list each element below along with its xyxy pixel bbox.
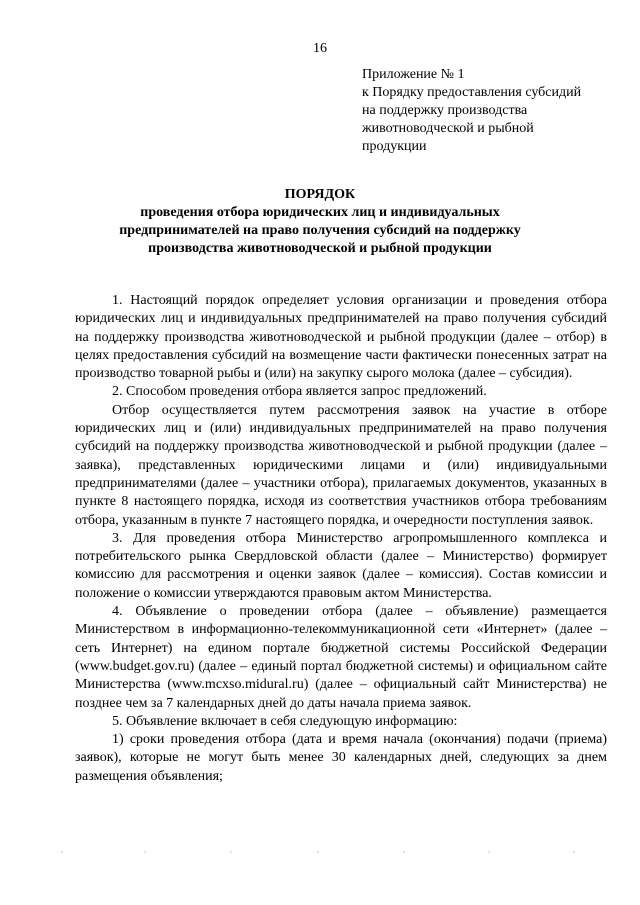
paragraph-4: 4. Объявление о проведении отбора (далее – объявление) размещается Министерством в информационно-телекоммуникационной сети «Интернет» (далее – сеть Интернет) на едином портале бюджетной системы Российской Федерации (www.budget.gov.ru) (далее – единый портал бюджетной системы) и официальном сайте Министерства (www.mcxso.midural.ru) (далее – официальный сайт Министерства) не позднее чем за 7 календарных дней до даты начала приема заявок.: [75, 604, 607, 711]
document-body: [75, 292, 607, 786]
appendix-line: Приложение № 1: [362, 67, 465, 82]
paragraph-1: 1. Настоящий порядок определяет условия организации и проведения отбора юридических лиц и индивидуальных предпринимателей на право получения субсидий на поддержку производства животноводческой и рыбной продукции (далее – отбор) в целях предоставления субсидий на возмещение части фактически понесенных затрат на производство товарной рыбы и (или) на закупку сырого молока (далее – субсидия).: [75, 293, 607, 382]
title-subtitle-line: предпринимателей на право получения субсидий на поддержку: [119, 223, 521, 238]
appendix-line: к Порядку предоставления субсидий: [362, 85, 582, 100]
title-subtitle-line: проведения отбора юридических лиц и индивидуальных: [140, 205, 500, 220]
paragraph-5-item-1: 1) сроки проведения отбора (дата и время начала (окончания) подачи (приема) заявок), которые не могут быть менее 30 календарных дней, следующих за днем размещения объявления;: [75, 732, 607, 784]
appendix-line: продукции: [362, 139, 427, 154]
appendix-line: животноводческой и рыбной: [362, 121, 534, 136]
document-title: [0, 186, 640, 258]
page-number: 16: [313, 41, 327, 56]
paragraph-3: 3. Для проведения отбора Министерство агропромышленного комплекса и потребительского рынка Свердловской области (далее – Министерство) формирует комиссию для рассмотрения и оценки заявок (далее – комиссия). Состав комиссии и положение о комиссии утверждаются правовым актом Министерства.: [75, 530, 607, 601]
paragraph-2-continued: Отбор осуществляется путем рассмотрения заявок на участие в отборе юридических лиц и (или) индивидуальных предпринимателей на право получения субсидий на поддержку производства животноводческой и рыбной продукции (далее – заявка), представленных юридическими лицами и (или) индивидуальными предпринимателями (далее – участники отбора), прилагаемых документов, указанных в пункте 8 настоящего порядка, исходя из соответствия участников отбора требованиям отбора, указанным в пункте 7 настоящего порядка, и очередности поступления заявок.: [75, 402, 607, 528]
appendix-line: на поддержку производства: [362, 103, 528, 118]
scan-specks: [0, 850, 640, 854]
appendix-note: [362, 66, 612, 156]
paragraph-2: 2. Способом проведения отбора является запрос предложений.: [112, 384, 487, 400]
title-heading: ПОРЯДОК: [284, 187, 356, 202]
paragraph-5: 5. Объявление включает в себя следующую информацию:: [112, 713, 458, 729]
title-subtitle-line: производства животноводческой и рыбной продукции: [148, 241, 492, 256]
